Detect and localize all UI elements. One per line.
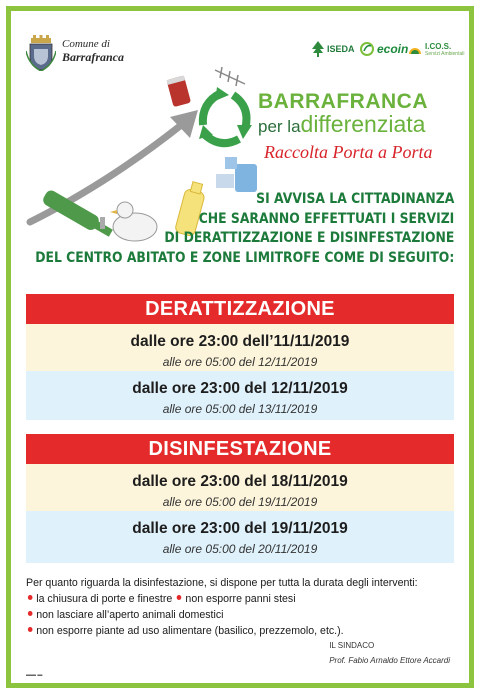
notice-line: DEL CENTRO ABITATO E ZONE LIMITROFE COME DI SEGUITO: — [34, 249, 454, 266]
bullet-icon — [28, 627, 33, 632]
recycle-icon — [199, 87, 252, 143]
schedule-slot — [26, 371, 454, 420]
bullet-icon — [177, 595, 182, 600]
tree-icon — [312, 41, 324, 57]
brand-subtitle-b: differenziata — [300, 111, 426, 137]
sponsor-ecoin-name: ecoin — [377, 42, 409, 56]
sponsor-iseda-name: ISEDA — [327, 44, 355, 54]
brand-block — [258, 90, 432, 163]
bag-icon — [235, 164, 257, 192]
slot-end: alle ore 05:00 del 19/11/2019 — [162, 495, 318, 509]
instructions-row — [26, 591, 426, 607]
instruction-item: non esporre piante ad uso alimentare (basilico, prezzemolo, etc.). — [36, 625, 344, 637]
sun-icon — [408, 43, 422, 55]
notice-line: DI DERATTIZZAZIONE E DISINFESTAZIONE — [164, 230, 454, 246]
instruction-item: la chiusura di porte e finestre — [36, 593, 173, 605]
bullet-icon — [28, 611, 33, 616]
sponsor-icos — [408, 38, 464, 60]
sponsor-icos-sub: Servizi Ambientali — [425, 50, 465, 57]
brand-title: BARRAFRANCA — [258, 90, 428, 113]
notice-line: CHE SARANNO EFFETTUATI I SERVIZI — [198, 210, 454, 227]
printer-mark: ▬▬ ▬ — [26, 672, 43, 678]
slot-end: alle ore 05:00 del 13/11/2019 — [162, 402, 318, 416]
slot-start: dalle ore 23:00 del 18/11/2019 — [132, 473, 348, 490]
sponsor-ecoin — [360, 38, 408, 60]
slot-end: alle ore 05:00 del 20/11/2019 — [162, 542, 318, 556]
brand-subtitle-a: per la — [258, 117, 301, 136]
instructions-row — [26, 607, 426, 623]
fishbone-icon — [215, 67, 245, 86]
comune-name: Barrafranca — [62, 50, 125, 64]
instruction-item: non esporre panni stesi — [185, 593, 296, 605]
section-derattizzazione — [26, 294, 454, 420]
schedule-slot — [26, 464, 454, 511]
notice-line: SI AVVISA LA CITTADINANZA — [255, 191, 454, 207]
section-disinfestazione — [26, 434, 454, 563]
signature-name: Prof. Fabio Arnaldo Ettore Accardi — [329, 656, 450, 665]
signature-block — [329, 641, 450, 665]
signature-role: IL SINDACO — [329, 641, 375, 650]
brand-subtitle — [258, 111, 432, 138]
brand-tagline: Raccolta Porta a Porta — [264, 142, 433, 162]
sponsor-icos-name: I.CO.S. — [425, 41, 452, 51]
sponsor-iseda — [312, 38, 355, 60]
can-icon — [166, 75, 191, 107]
bullet-icon — [28, 595, 33, 600]
notice-text — [35, 190, 454, 268]
comune-prefix: Comune di — [62, 38, 110, 50]
schedule-slot — [26, 324, 454, 371]
leaf-icon — [360, 42, 374, 56]
slot-start: dalle ore 23:00 del 12/11/2019 — [132, 380, 348, 397]
section-title: DISINFESTAZIONE — [26, 434, 454, 464]
instructions-row — [26, 623, 426, 639]
slot-start: dalle ore 23:00 dell’11/11/2019 — [130, 333, 350, 350]
section-title: DERATTIZZAZIONE — [26, 294, 454, 324]
comune-label — [62, 38, 124, 65]
slot-start: dalle ore 23:00 del 19/11/2019 — [132, 520, 348, 537]
instruction-item: non lasciare all’aperto animali domestici — [36, 609, 224, 621]
instructions — [26, 575, 426, 639]
instructions-intro: Per quanto riguarda la disinfestazione, si dispone per tutta la durata degli interventi: — [26, 577, 418, 589]
schedule-slot — [26, 511, 454, 563]
box-icon — [216, 174, 234, 188]
slot-end: alle ore 05:00 del 12/11/2019 — [162, 355, 318, 369]
